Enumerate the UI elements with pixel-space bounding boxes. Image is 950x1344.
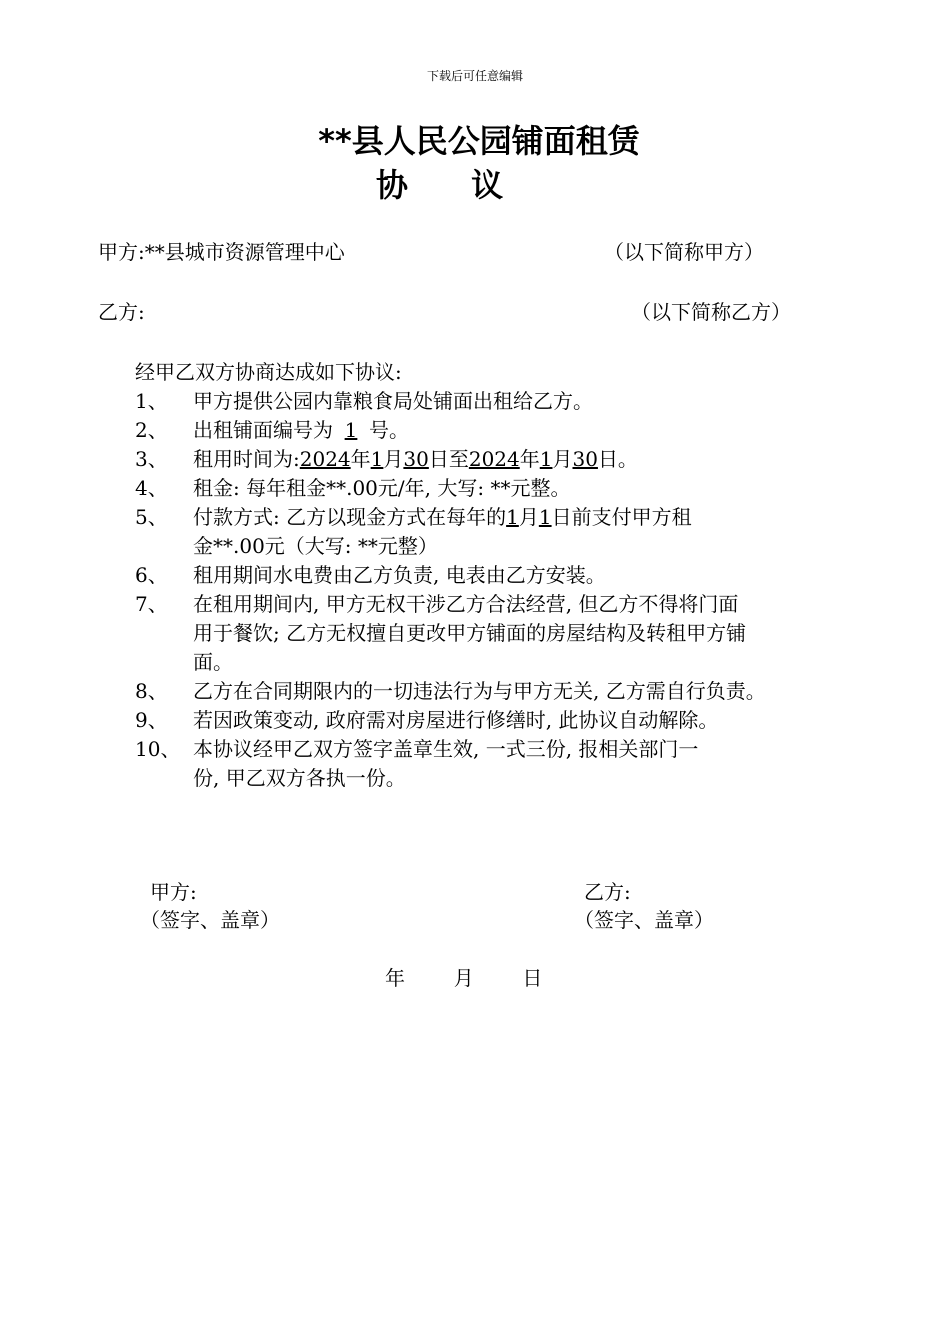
clause-text: 租金: 每年租金**.00元/年, 大写: **元整。 [193, 476, 571, 500]
clause-text: 租用时间为: [193, 447, 300, 471]
start-year: 2024 [299, 447, 351, 471]
clause-number: 3、 [135, 447, 168, 471]
clause-text: 在租用期间内, 甲方无权干涉乙方合法经营, 但乙方不得将门面 [193, 592, 739, 616]
end-year: 2024 [468, 447, 520, 471]
clause-text: 本协议经甲乙双方签字盖章生效, 一式三份, 报相关部门一 [193, 737, 699, 761]
unit-text: 月 [383, 447, 404, 471]
clause-number: 6、 [135, 563, 168, 587]
pay-month: 1 [506, 505, 519, 529]
clause-text: 租用期间水电费由乙方负责, 电表由乙方安装。 [193, 563, 606, 587]
clause-3 [135, 445, 638, 473]
document-title: **县人民公园铺面租赁 [318, 122, 640, 160]
unit-text: 年 [519, 447, 540, 471]
clause-10 [135, 735, 698, 763]
signature-a-note: （签字、盖章） [140, 908, 280, 932]
unit-text: 日前支付甲方租 [551, 505, 692, 529]
clause-5-continued: 金**.00元（大写: **元整） [193, 534, 438, 558]
unit-text: 月 [552, 447, 573, 471]
party-b-alias: （以下简称乙方） [631, 300, 791, 324]
party-a-alias: （以下简称甲方） [604, 240, 764, 264]
party-a-line [98, 238, 345, 266]
start-day: 30 [403, 447, 429, 471]
start-month: 1 [370, 447, 384, 471]
unit-text: 日至 [428, 447, 469, 471]
party-a-label: 甲方: [98, 240, 145, 264]
clause-6 [135, 561, 606, 589]
clause-number: 7、 [135, 592, 168, 616]
clause-number: 5、 [135, 505, 168, 529]
clause-9 [135, 706, 718, 734]
end-day: 30 [572, 447, 598, 471]
intro-text: 经甲乙双方协商达成如下协议: [135, 360, 402, 384]
clause-number: 1、 [135, 389, 168, 413]
clause-text: 若因政策变动, 政府需对房屋进行修缮时, 此协议自动解除。 [193, 708, 719, 732]
clause-text: 付款方式: 乙方以现金方式在每年的 [193, 505, 507, 529]
party-a-name: **县城市资源管理中心 [144, 240, 345, 264]
clause-number: 2、 [135, 418, 168, 442]
signature-a-label: 甲方: [150, 880, 197, 904]
party-b-label: 乙方: [98, 300, 145, 324]
clause-1 [135, 387, 593, 415]
clause-4 [135, 474, 570, 502]
document-title-line2: 协 议 [376, 166, 530, 204]
clause-text: 号。 [369, 418, 409, 442]
clause-text: 出租铺面编号为 [193, 418, 333, 442]
end-month: 1 [539, 447, 553, 471]
clause-number: 10、 [135, 737, 181, 761]
clause-8 [135, 677, 766, 705]
shop-number-value: 1 [344, 418, 358, 442]
signature-date: 年 月 日 [385, 966, 555, 990]
clause-10-continued: 份, 甲乙双方各执一份。 [193, 766, 406, 790]
clause-text: 乙方在合同期限内的一切违法行为与甲方无关, 乙方需自行负责。 [193, 679, 766, 703]
clause-7-continued: 面。 [193, 650, 233, 674]
signature-b-label: 乙方: [584, 880, 631, 904]
clause-7 [135, 590, 738, 618]
page-header: 下载后可任意编辑 [426, 69, 523, 83]
unit-text: 年 [350, 447, 371, 471]
clause-text: 甲方提供公园内靠粮食局处铺面出租给乙方。 [193, 389, 593, 413]
clause-number: 4、 [135, 476, 168, 500]
clause-5 [135, 503, 692, 531]
pay-day: 1 [538, 505, 552, 529]
signature-b-note: （签字、盖章） [574, 908, 714, 932]
unit-text: 日。 [597, 447, 638, 471]
clause-7-continued: 用于餐饮; 乙方无权擅自更改甲方铺面的房屋结构及转租甲方铺 [193, 621, 747, 645]
unit-text: 月 [518, 505, 539, 529]
clause-2 [135, 416, 409, 444]
clause-number: 9、 [135, 708, 168, 732]
clause-number: 8、 [135, 679, 168, 703]
